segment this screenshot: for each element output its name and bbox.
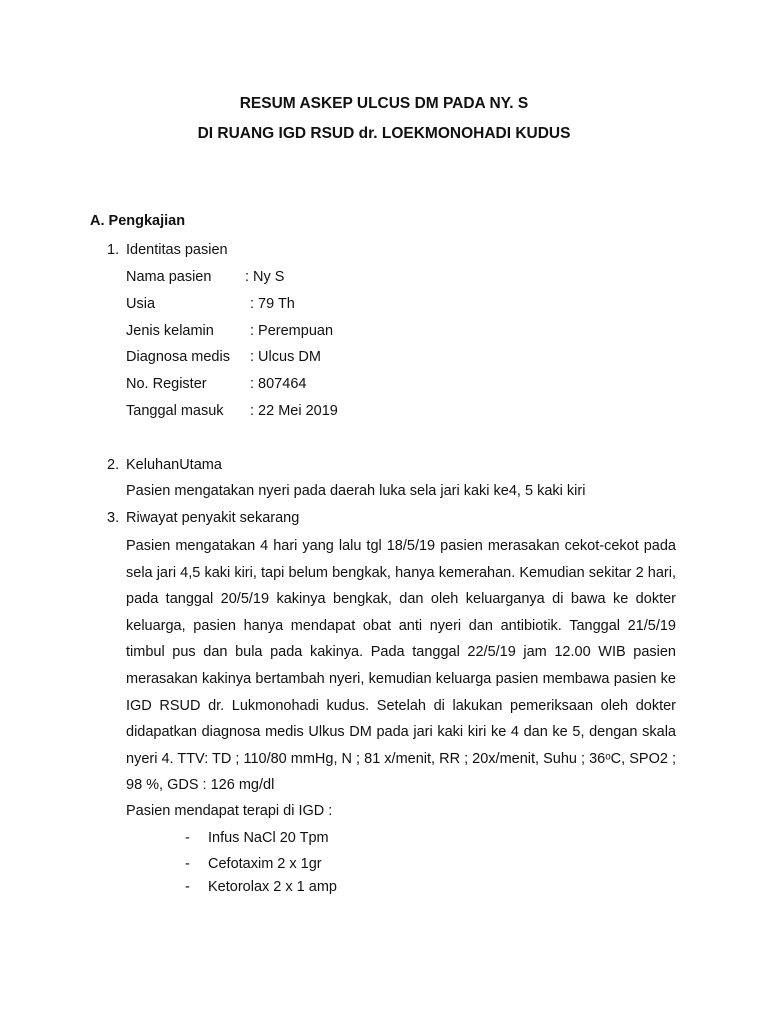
item-1-title: Identitas pasien <box>126 242 228 258</box>
field-value-nama: : Ny S <box>245 269 285 285</box>
field-value-tanggal-masuk: : 22 Mei 2019 <box>250 403 338 419</box>
document-title-line-1: RESUM ASKEP ULCUS DM PADA NY. S <box>239 95 529 112</box>
item-2-title: KeluhanUtama <box>126 457 222 473</box>
field-label-tanggal-masuk: Tanggal masuk <box>126 403 224 419</box>
field-label-jenis-kelamin: Jenis kelamin <box>126 323 214 339</box>
field-label-nama: Nama pasien <box>126 269 212 285</box>
item-3-number: 3. <box>107 510 120 526</box>
field-label-diagnosa: Diagnosa medis <box>126 349 230 365</box>
field-value-usia: : 79 Th <box>250 296 295 312</box>
field-value-jenis-kelamin: : Perempuan <box>250 323 334 339</box>
therapy-item: Ketorolax 2 x 1 amp <box>208 879 337 895</box>
therapy-dash: - <box>185 856 190 872</box>
therapy-dash: - <box>185 830 190 846</box>
item-3-title: Riwayat penyakit sekarang <box>126 510 300 526</box>
document-title-line-2: DI RUANG IGD RSUD dr. LOEKMONOHADI KUDUS <box>197 125 571 142</box>
therapy-item: Cefotaxim 2 x 1gr <box>208 856 322 872</box>
item-2-number: 2. <box>107 457 120 473</box>
item-2-text: Pasien mengatakan nyeri pada daerah luka sela jari kaki ke4, 5 kaki kiri <box>126 483 586 499</box>
item-3-paragraph: Pasien mengatakan 4 hari yang lalu tgl 18/5/19 pasien merasakan cekot-cekot pada sela jari 4,5 kaki kiri, tapi belum bengkak, hanya kemerahan. Kemudian sekitar 2 hari, pada tanggal 20/5/19 kakinya bengkak, dan oleh keluarganya di bawa ke dokter keluarga, pasien hanya mendapat obat anti nyeri dan antibiotik. Tanggal 21/5/19 timbul pus dan bula pada kakinya. Pada tanggal 22/5/19 jam 12.00 WIB pasien merasakan kakinya bertambah nyeri, kemudian keluarga pasien membawa pasien ke IGD RSUD dr. Lukmonohadi kudus. Setelah di lakukan pemeriksaan oleh dokter didapatkan diagnosa medis Ulkus DM pada jari kaki kiri ke 4 dan ke 5, dengan skala nyeri 4. TTV: TD ; 110/80 mmHg, N ; 81 x/menit, RR ; 20x/menit, Suhu ; 36ᵒC, SPO2 ; 98 %, GDS : 126 mg/dl <box>126 538 676 794</box>
field-value-register: : 807464 <box>250 376 307 392</box>
field-value-diagnosa: : Ulcus DM <box>250 349 321 365</box>
therapy-dash: - <box>185 879 190 895</box>
field-label-register: No. Register <box>126 376 207 392</box>
field-label-usia: Usia <box>126 296 156 312</box>
item-1-number: 1. <box>107 242 120 258</box>
therapy-intro: Pasien mendapat terapi di IGD : <box>126 803 333 819</box>
section-heading-pengkajian: A. Pengkajian <box>90 213 186 229</box>
therapy-item: Infus NaCl 20 Tpm <box>208 830 329 846</box>
